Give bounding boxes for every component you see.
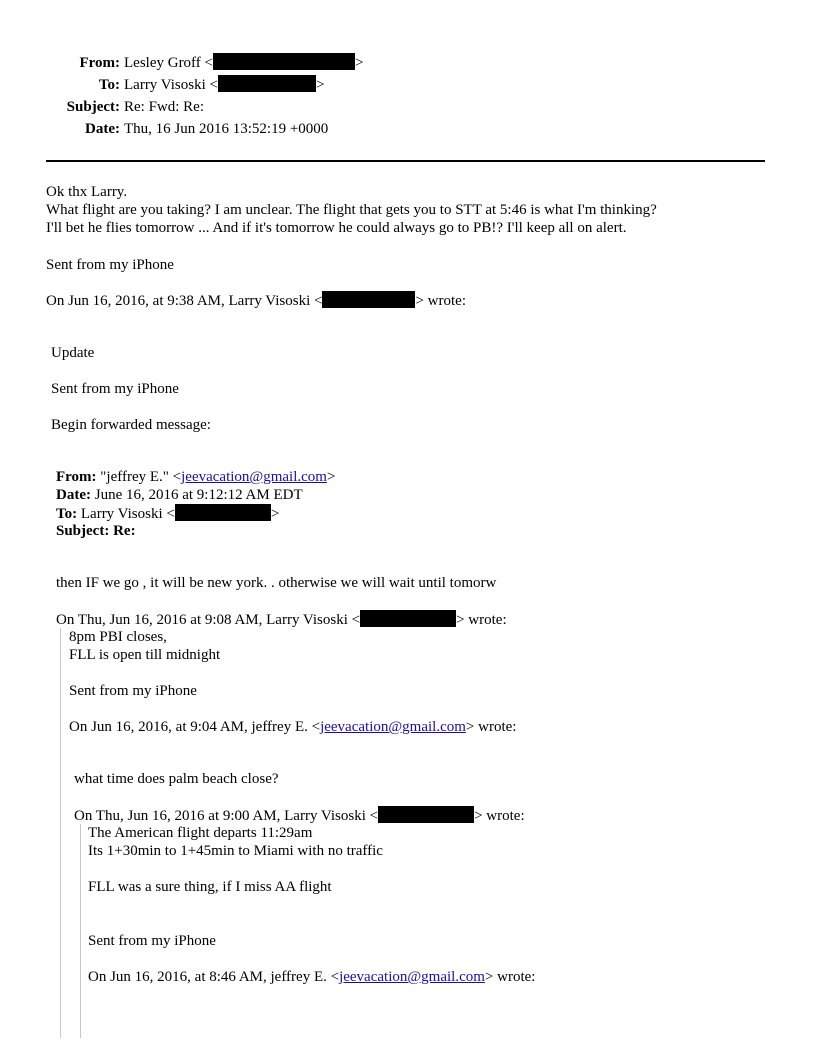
attribution-wrote: > wrote:	[474, 808, 525, 824]
quote-attribution-2	[56, 610, 507, 629]
attribution-wrote: > wrote:	[484, 969, 536, 985]
fwd-from-label: From:	[56, 469, 97, 485]
q4-line-2: Its 1+30min to 1+45min to Miami with no traffic	[88, 843, 383, 859]
fwd-date-row	[56, 486, 303, 504]
to-name: Larry Visoski <	[124, 77, 218, 93]
quote-attribution-4	[74, 806, 525, 825]
fwd-to-close: >	[270, 506, 280, 522]
to-close: >	[315, 77, 325, 93]
q1-begin-forwarded: Begin forwarded message:	[51, 417, 211, 433]
from-value	[124, 52, 363, 74]
q1-update: Update	[51, 345, 95, 361]
attribution-wrote: > wrote:	[465, 719, 517, 735]
quote-attribution-3	[69, 718, 516, 736]
fwd-subject-row	[56, 522, 136, 540]
fwd-from-close: >	[326, 469, 336, 485]
fwd-date-label: Date:	[56, 487, 91, 503]
redaction-box	[360, 610, 456, 627]
body-line-1: Ok thx Larry.	[46, 184, 128, 200]
body-line-2: What flight are you taking? I am unclear. The flight that gets you to STT at 5:46 is what I'm thinking?	[46, 202, 657, 218]
fwd-from-name: "jeffrey E." <	[100, 469, 182, 485]
header-divider	[46, 160, 765, 162]
q4-line-1: The American flight departs 11:29am	[88, 825, 313, 841]
redaction-box	[175, 504, 271, 521]
q2-line-1: 8pm PBI closes,	[69, 629, 167, 645]
fwd-from-email-link[interactable]: jeevacation@gmail.com	[181, 469, 327, 485]
attribution-email-link[interactable]: jeevacation@gmail.com	[339, 969, 485, 985]
attribution-wrote: > wrote:	[415, 293, 466, 309]
fwd-to-label: To:	[56, 506, 78, 522]
redaction-box	[213, 53, 355, 70]
q1-sent-from: Sent from my iPhone	[51, 381, 179, 397]
date-label: Date:	[85, 121, 120, 137]
q1-message: then IF we go , it will be new york. . otherwise we will wait until tomorw	[56, 575, 497, 591]
attribution-text: On Thu, Jun 16, 2016 at 9:00 AM, Larry Visoski <	[74, 808, 379, 824]
from-close: >	[355, 55, 364, 71]
from-label: From:	[79, 55, 120, 71]
attribution-text: On Jun 16, 2016, at 9:04 AM, jeffrey E. <	[69, 719, 321, 735]
fwd-from-row	[56, 468, 335, 486]
fwd-to-name: Larry Visoski <	[80, 506, 175, 522]
to-label: To:	[98, 77, 120, 93]
q4-sent-from: Sent from my iPhone	[88, 933, 216, 949]
attribution-text: On Jun 16, 2016, at 9:38 AM, Larry Visoski <	[46, 293, 323, 309]
q4-line-3: FLL was a sure thing, if I miss AA flight	[88, 879, 332, 895]
quote-bar	[80, 824, 81, 1038]
redaction-box	[322, 291, 415, 308]
q3-message: what time does palm beach close?	[74, 771, 279, 787]
to-value	[124, 74, 324, 96]
quote-attribution-1	[46, 291, 466, 310]
q2-line-2: FLL is open till midnight	[69, 647, 221, 663]
quote-attribution-5	[88, 968, 535, 986]
fwd-date-value: June 16, 2016 at 9:12:12 AM EDT	[94, 487, 303, 503]
subject-label: Subject:	[66, 99, 120, 115]
quote-bar	[60, 628, 61, 1038]
from-name: Lesley Groff <	[124, 55, 213, 71]
subject-value: Re: Fwd: Re:	[124, 99, 205, 115]
attribution-text: On Thu, Jun 16, 2016 at 9:08 AM, Larry Visoski <	[56, 612, 361, 628]
signature-sent-from: Sent from my iPhone	[46, 257, 174, 273]
fwd-to-row	[56, 504, 279, 523]
q2-sent-from: Sent from my iPhone	[69, 683, 197, 699]
fwd-subject-label: Subject: Re:	[56, 523, 136, 539]
attribution-wrote: > wrote:	[456, 612, 507, 628]
body-line-3: I'll bet he flies tomorrow ... And if it's tomorrow he could always go to PB!? I'll keep all on alert.	[46, 220, 627, 236]
attribution-email-link[interactable]: jeevacation@gmail.com	[320, 719, 466, 735]
redaction-box	[218, 75, 316, 92]
redaction-box	[378, 806, 474, 823]
date-value: Thu, 16 Jun 2016 13:52:19 +0000	[124, 121, 329, 137]
attribution-text: On Jun 16, 2016, at 8:46 AM, jeffrey E. <	[88, 969, 340, 985]
